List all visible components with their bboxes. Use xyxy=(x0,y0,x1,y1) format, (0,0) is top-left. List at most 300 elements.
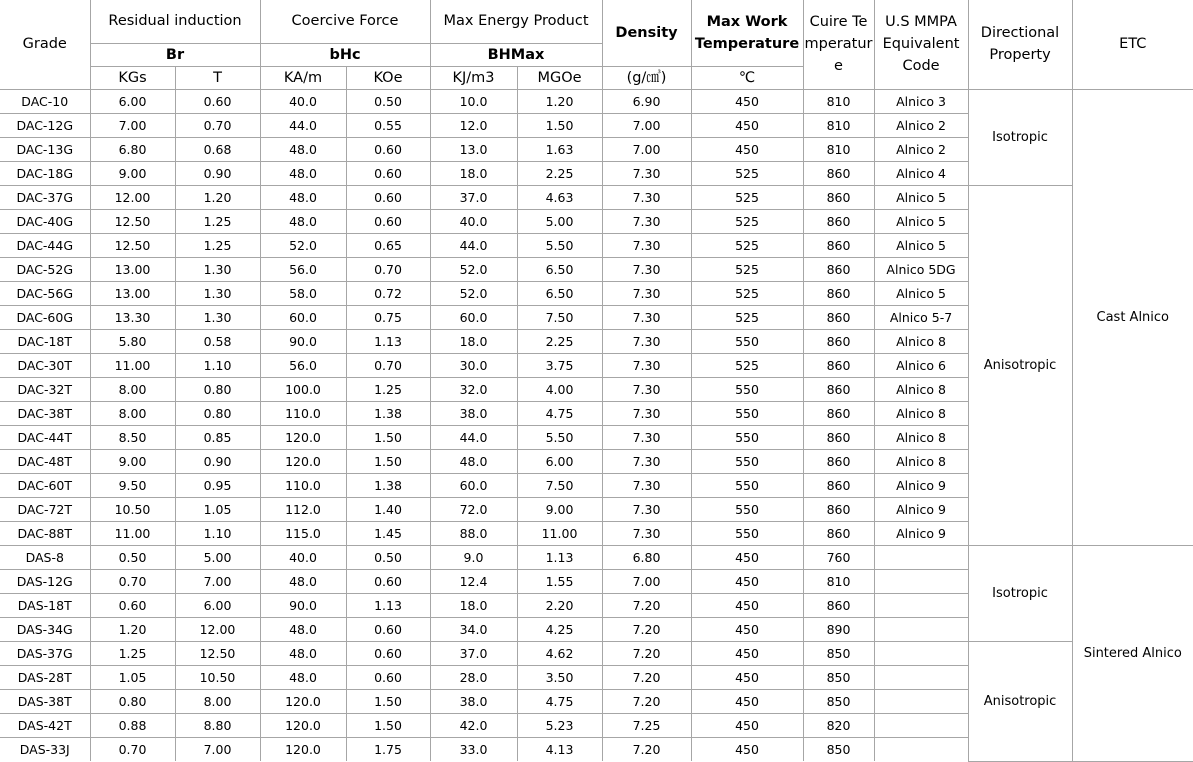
header-grade: Grade xyxy=(0,0,90,89)
br-t-cell: 1.25 xyxy=(175,233,260,257)
unit-celsius: ℃ xyxy=(691,66,803,89)
density-cell: 6.90 xyxy=(602,89,691,113)
bhc-koe-cell: 0.70 xyxy=(346,353,430,377)
density-cell: 7.30 xyxy=(602,521,691,545)
bhc-kam-cell: 48.0 xyxy=(260,617,346,641)
header-coercive-force: Coercive Force xyxy=(260,0,430,43)
bhc-koe-cell: 1.50 xyxy=(346,449,430,473)
max-work-temp-cell: 450 xyxy=(691,545,803,569)
max-work-temp-cell: 550 xyxy=(691,401,803,425)
bhmax-mgoe-cell: 1.13 xyxy=(517,545,602,569)
bhmax-mgoe-cell: 2.25 xyxy=(517,161,602,185)
bhmax-kjm3-cell: 88.0 xyxy=(430,521,517,545)
bhc-koe-cell: 0.72 xyxy=(346,281,430,305)
bhc-koe-cell: 0.60 xyxy=(346,569,430,593)
grade-cell: DAC-13G xyxy=(0,137,90,161)
bhmax-mgoe-cell: 1.20 xyxy=(517,89,602,113)
bhc-koe-cell: 0.50 xyxy=(346,89,430,113)
br-kgs-cell: 13.00 xyxy=(90,281,175,305)
bhc-koe-cell: 0.60 xyxy=(346,665,430,689)
mmpa-code-cell: Alnico 5 xyxy=(874,281,968,305)
density-cell: 7.30 xyxy=(602,257,691,281)
bhc-kam-cell: 100.0 xyxy=(260,377,346,401)
bhmax-mgoe-cell: 5.50 xyxy=(517,425,602,449)
bhmax-kjm3-cell: 12.0 xyxy=(430,113,517,137)
max-work-temp-cell: 450 xyxy=(691,569,803,593)
header-mmpa-code: U.S MMPA Equivalent Code xyxy=(874,0,968,89)
density-cell: 7.30 xyxy=(602,233,691,257)
bhmax-kjm3-cell: 30.0 xyxy=(430,353,517,377)
bhmax-mgoe-cell: 7.50 xyxy=(517,305,602,329)
bhmax-kjm3-cell: 34.0 xyxy=(430,617,517,641)
mmpa-code-cell xyxy=(874,617,968,641)
bhmax-kjm3-cell: 60.0 xyxy=(430,305,517,329)
cuire-temp-cell: 760 xyxy=(803,545,874,569)
bhmax-mgoe-cell: 4.63 xyxy=(517,185,602,209)
density-cell: 7.25 xyxy=(602,713,691,737)
br-t-cell: 0.85 xyxy=(175,425,260,449)
br-t-cell: 1.10 xyxy=(175,353,260,377)
max-work-temp-cell: 550 xyxy=(691,449,803,473)
grade-cell: DAC-72T xyxy=(0,497,90,521)
br-kgs-cell: 6.00 xyxy=(90,89,175,113)
bhmax-mgoe-cell: 3.75 xyxy=(517,353,602,377)
cuire-temp-cell: 860 xyxy=(803,593,874,617)
density-cell: 7.20 xyxy=(602,617,691,641)
density-cell: 7.30 xyxy=(602,161,691,185)
br-kgs-cell: 12.50 xyxy=(90,209,175,233)
bhmax-kjm3-cell: 37.0 xyxy=(430,641,517,665)
br-t-cell: 1.20 xyxy=(175,185,260,209)
unit-mgoe: MGOe xyxy=(517,66,602,89)
bhc-koe-cell: 1.25 xyxy=(346,377,430,401)
grade-cell: DAS-42T xyxy=(0,713,90,737)
bhc-kam-cell: 56.0 xyxy=(260,257,346,281)
bhc-koe-cell: 1.38 xyxy=(346,401,430,425)
density-cell: 7.20 xyxy=(602,641,691,665)
grade-cell: DAC-44T xyxy=(0,425,90,449)
br-kgs-cell: 1.20 xyxy=(90,617,175,641)
cuire-temp-cell: 890 xyxy=(803,617,874,641)
bhmax-mgoe-cell: 5.23 xyxy=(517,713,602,737)
cuire-temp-cell: 860 xyxy=(803,305,874,329)
mmpa-code-cell: Alnico 8 xyxy=(874,377,968,401)
cuire-temp-cell: 850 xyxy=(803,641,874,665)
max-work-temp-cell: 450 xyxy=(691,89,803,113)
density-cell: 7.30 xyxy=(602,353,691,377)
mmpa-code-cell xyxy=(874,545,968,569)
cuire-temp-cell: 860 xyxy=(803,401,874,425)
mmpa-code-cell: Alnico 9 xyxy=(874,521,968,545)
mmpa-code-cell: Alnico 8 xyxy=(874,401,968,425)
mmpa-code-cell: Alnico 9 xyxy=(874,497,968,521)
br-kgs-cell: 0.80 xyxy=(90,689,175,713)
cuire-temp-cell: 810 xyxy=(803,89,874,113)
bhc-kam-cell: 56.0 xyxy=(260,353,346,377)
grade-cell: DAC-56G xyxy=(0,281,90,305)
br-kgs-cell: 0.50 xyxy=(90,545,175,569)
grade-cell: DAS-8 xyxy=(0,545,90,569)
mmpa-code-cell: Alnico 2 xyxy=(874,113,968,137)
grade-cell: DAC-12G xyxy=(0,113,90,137)
mmpa-code-cell: Alnico 4 xyxy=(874,161,968,185)
br-kgs-cell: 10.50 xyxy=(90,497,175,521)
bhmax-mgoe-cell: 5.00 xyxy=(517,209,602,233)
bhmax-mgoe-cell: 1.55 xyxy=(517,569,602,593)
cuire-temp-cell: 820 xyxy=(803,713,874,737)
max-work-temp-cell: 450 xyxy=(691,593,803,617)
br-t-cell: 1.05 xyxy=(175,497,260,521)
cuire-temp-cell: 810 xyxy=(803,569,874,593)
br-kgs-cell: 8.00 xyxy=(90,377,175,401)
mmpa-code-cell: Alnico 8 xyxy=(874,329,968,353)
br-t-cell: 7.00 xyxy=(175,737,260,761)
bhc-koe-cell: 1.13 xyxy=(346,329,430,353)
table-row xyxy=(0,89,1193,113)
mmpa-code-cell: Alnico 8 xyxy=(874,425,968,449)
table-body xyxy=(0,89,1193,761)
bhc-kam-cell: 48.0 xyxy=(260,185,346,209)
bhc-kam-cell: 48.0 xyxy=(260,137,346,161)
cuire-temp-cell: 810 xyxy=(803,137,874,161)
bhc-koe-cell: 0.60 xyxy=(346,209,430,233)
bhc-koe-cell: 0.60 xyxy=(346,161,430,185)
header-etc: ETC xyxy=(1072,0,1193,89)
header-bhmax-symbol: BHMax xyxy=(430,43,602,66)
br-kgs-cell: 0.60 xyxy=(90,593,175,617)
mmpa-code-cell: Alnico 5-7 xyxy=(874,305,968,329)
bhc-koe-cell: 1.50 xyxy=(346,689,430,713)
max-work-temp-cell: 450 xyxy=(691,737,803,761)
bhc-kam-cell: 52.0 xyxy=(260,233,346,257)
br-kgs-cell: 11.00 xyxy=(90,353,175,377)
grade-cell: DAC-60G xyxy=(0,305,90,329)
cuire-temp-cell: 860 xyxy=(803,161,874,185)
bhc-kam-cell: 120.0 xyxy=(260,737,346,761)
max-work-temp-cell: 525 xyxy=(691,305,803,329)
br-kgs-cell: 6.80 xyxy=(90,137,175,161)
max-work-temp-cell: 450 xyxy=(691,617,803,641)
directional-isotropic-cast: Isotropic xyxy=(968,89,1072,185)
bhc-koe-cell: 1.40 xyxy=(346,497,430,521)
density-cell: 7.20 xyxy=(602,665,691,689)
grade-cell: DAC-37G xyxy=(0,185,90,209)
bhc-koe-cell: 1.45 xyxy=(346,521,430,545)
bhc-koe-cell: 0.65 xyxy=(346,233,430,257)
mmpa-code-cell: Alnico 5 xyxy=(874,233,968,257)
br-kgs-cell: 9.00 xyxy=(90,449,175,473)
bhmax-kjm3-cell: 60.0 xyxy=(430,473,517,497)
bhc-kam-cell: 60.0 xyxy=(260,305,346,329)
grade-cell: DAC-18T xyxy=(0,329,90,353)
table-header xyxy=(0,0,1193,89)
bhc-koe-cell: 1.75 xyxy=(346,737,430,761)
density-cell: 7.30 xyxy=(602,401,691,425)
max-work-temp-cell: 525 xyxy=(691,209,803,233)
br-kgs-cell: 9.00 xyxy=(90,161,175,185)
br-kgs-cell: 11.00 xyxy=(90,521,175,545)
cuire-temp-cell: 850 xyxy=(803,689,874,713)
cuire-temp-cell: 850 xyxy=(803,665,874,689)
cuire-temp-cell: 860 xyxy=(803,353,874,377)
cuire-temp-cell: 860 xyxy=(803,185,874,209)
cuire-temp-cell: 850 xyxy=(803,737,874,761)
bhc-kam-cell: 90.0 xyxy=(260,329,346,353)
mmpa-code-cell xyxy=(874,641,968,665)
density-cell: 7.00 xyxy=(602,569,691,593)
max-work-temp-cell: 450 xyxy=(691,641,803,665)
directional-anisotropic-cast: Anisotropic xyxy=(968,185,1072,545)
grade-cell: DAC-88T xyxy=(0,521,90,545)
max-work-temp-cell: 525 xyxy=(691,161,803,185)
unit-density: (g/㎤) xyxy=(602,66,691,89)
bhc-koe-cell: 0.75 xyxy=(346,305,430,329)
bhc-koe-cell: 0.70 xyxy=(346,257,430,281)
br-kgs-cell: 13.00 xyxy=(90,257,175,281)
bhmax-mgoe-cell: 4.13 xyxy=(517,737,602,761)
br-kgs-cell: 13.30 xyxy=(90,305,175,329)
grade-cell: DAS-34G xyxy=(0,617,90,641)
bhmax-mgoe-cell: 3.50 xyxy=(517,665,602,689)
bhc-kam-cell: 120.0 xyxy=(260,713,346,737)
mmpa-code-cell xyxy=(874,713,968,737)
bhmax-kjm3-cell: 18.0 xyxy=(430,161,517,185)
br-kgs-cell: 8.50 xyxy=(90,425,175,449)
bhmax-mgoe-cell: 6.50 xyxy=(517,257,602,281)
mmpa-code-cell xyxy=(874,737,968,761)
bhc-kam-cell: 40.0 xyxy=(260,89,346,113)
bhmax-kjm3-cell: 12.4 xyxy=(430,569,517,593)
cuire-temp-cell: 860 xyxy=(803,329,874,353)
cuire-temp-cell: 860 xyxy=(803,449,874,473)
bhmax-mgoe-cell: 1.50 xyxy=(517,113,602,137)
br-kgs-cell: 0.88 xyxy=(90,713,175,737)
bhmax-mgoe-cell: 2.20 xyxy=(517,593,602,617)
bhmax-kjm3-cell: 52.0 xyxy=(430,257,517,281)
br-t-cell: 1.10 xyxy=(175,521,260,545)
density-cell: 7.30 xyxy=(602,185,691,209)
bhmax-kjm3-cell: 44.0 xyxy=(430,233,517,257)
bhc-kam-cell: 120.0 xyxy=(260,689,346,713)
bhc-koe-cell: 0.50 xyxy=(346,545,430,569)
grade-cell: DAC-40G xyxy=(0,209,90,233)
bhc-kam-cell: 48.0 xyxy=(260,569,346,593)
max-work-temp-cell: 525 xyxy=(691,233,803,257)
max-work-temp-cell: 550 xyxy=(691,329,803,353)
br-t-cell: 0.60 xyxy=(175,89,260,113)
density-cell: 7.30 xyxy=(602,449,691,473)
bhmax-mgoe-cell: 6.00 xyxy=(517,449,602,473)
br-t-cell: 6.00 xyxy=(175,593,260,617)
grade-cell: DAC-52G xyxy=(0,257,90,281)
bhc-kam-cell: 40.0 xyxy=(260,545,346,569)
bhmax-mgoe-cell: 7.50 xyxy=(517,473,602,497)
grade-cell: DAS-18T xyxy=(0,593,90,617)
mmpa-code-cell: Alnico 5 xyxy=(874,209,968,233)
mmpa-code-cell: Alnico 9 xyxy=(874,473,968,497)
bhmax-kjm3-cell: 44.0 xyxy=(430,425,517,449)
bhmax-mgoe-cell: 9.00 xyxy=(517,497,602,521)
bhmax-kjm3-cell: 28.0 xyxy=(430,665,517,689)
bhc-kam-cell: 110.0 xyxy=(260,473,346,497)
cuire-temp-cell: 860 xyxy=(803,425,874,449)
density-cell: 7.30 xyxy=(602,497,691,521)
bhc-kam-cell: 120.0 xyxy=(260,449,346,473)
bhmax-kjm3-cell: 48.0 xyxy=(430,449,517,473)
header-br-symbol: Br xyxy=(90,43,260,66)
density-cell: 7.30 xyxy=(602,209,691,233)
br-kgs-cell: 12.00 xyxy=(90,185,175,209)
mmpa-code-cell xyxy=(874,689,968,713)
br-t-cell: 12.50 xyxy=(175,641,260,665)
br-kgs-cell: 0.70 xyxy=(90,569,175,593)
max-work-temp-cell: 450 xyxy=(691,113,803,137)
table-row xyxy=(0,185,1193,209)
max-work-temp-cell: 525 xyxy=(691,185,803,209)
bhmax-kjm3-cell: 32.0 xyxy=(430,377,517,401)
bhc-koe-cell: 0.60 xyxy=(346,185,430,209)
max-work-temp-cell: 450 xyxy=(691,713,803,737)
cuire-temp-cell: 860 xyxy=(803,521,874,545)
bhc-koe-cell: 1.50 xyxy=(346,713,430,737)
cuire-temp-cell: 860 xyxy=(803,233,874,257)
cuire-temp-cell: 860 xyxy=(803,257,874,281)
mmpa-code-cell xyxy=(874,665,968,689)
header-bhc-symbol: bHc xyxy=(260,43,430,66)
density-cell: 7.30 xyxy=(602,473,691,497)
max-work-temp-cell: 525 xyxy=(691,281,803,305)
header-cuire-temperature: Cuire Temperature xyxy=(803,0,874,89)
max-work-temp-cell: 525 xyxy=(691,257,803,281)
bhmax-mgoe-cell: 4.25 xyxy=(517,617,602,641)
bhc-kam-cell: 120.0 xyxy=(260,425,346,449)
br-kgs-cell: 0.70 xyxy=(90,737,175,761)
br-t-cell: 7.00 xyxy=(175,569,260,593)
bhmax-kjm3-cell: 33.0 xyxy=(430,737,517,761)
bhmax-mgoe-cell: 4.75 xyxy=(517,401,602,425)
cuire-temp-cell: 860 xyxy=(803,473,874,497)
cuire-temp-cell: 860 xyxy=(803,377,874,401)
unit-kj-per-m3: KJ/m3 xyxy=(430,66,517,89)
br-t-cell: 0.58 xyxy=(175,329,260,353)
mmpa-code-cell: Alnico 8 xyxy=(874,449,968,473)
br-t-cell: 8.80 xyxy=(175,713,260,737)
bhc-koe-cell: 1.38 xyxy=(346,473,430,497)
max-work-temp-cell: 550 xyxy=(691,425,803,449)
bhmax-mgoe-cell: 2.25 xyxy=(517,329,602,353)
header-residual-induction: Residual induction xyxy=(90,0,260,43)
br-t-cell: 8.00 xyxy=(175,689,260,713)
table-row xyxy=(0,545,1193,569)
bhmax-kjm3-cell: 10.0 xyxy=(430,89,517,113)
br-t-cell: 5.00 xyxy=(175,545,260,569)
header-directional-property: Directional Property xyxy=(968,0,1072,89)
density-cell: 7.30 xyxy=(602,281,691,305)
directional-isotropic-sintered: Isotropic xyxy=(968,545,1072,641)
bhmax-mgoe-cell: 4.75 xyxy=(517,689,602,713)
bhc-kam-cell: 112.0 xyxy=(260,497,346,521)
br-t-cell: 0.90 xyxy=(175,449,260,473)
bhc-koe-cell: 0.60 xyxy=(346,641,430,665)
br-kgs-cell: 1.25 xyxy=(90,641,175,665)
bhc-koe-cell: 0.55 xyxy=(346,113,430,137)
br-t-cell: 1.25 xyxy=(175,209,260,233)
br-t-cell: 12.00 xyxy=(175,617,260,641)
unit-kgs: KGs xyxy=(90,66,175,89)
br-kgs-cell: 8.00 xyxy=(90,401,175,425)
grade-cell: DAC-32T xyxy=(0,377,90,401)
bhc-koe-cell: 1.50 xyxy=(346,425,430,449)
bhc-koe-cell: 0.60 xyxy=(346,137,430,161)
bhc-kam-cell: 58.0 xyxy=(260,281,346,305)
density-cell: 7.00 xyxy=(602,113,691,137)
br-t-cell: 0.70 xyxy=(175,113,260,137)
grade-cell: DAC-30T xyxy=(0,353,90,377)
bhc-kam-cell: 90.0 xyxy=(260,593,346,617)
bhmax-kjm3-cell: 52.0 xyxy=(430,281,517,305)
cuire-temp-cell: 860 xyxy=(803,497,874,521)
grade-cell: DAC-18G xyxy=(0,161,90,185)
max-work-temp-cell: 550 xyxy=(691,473,803,497)
density-cell: 7.00 xyxy=(602,137,691,161)
grade-cell: DAS-33J xyxy=(0,737,90,761)
br-kgs-cell: 9.50 xyxy=(90,473,175,497)
mmpa-code-cell xyxy=(874,593,968,617)
cuire-temp-cell: 860 xyxy=(803,281,874,305)
bhmax-mgoe-cell: 11.00 xyxy=(517,521,602,545)
grade-cell: DAS-38T xyxy=(0,689,90,713)
density-cell: 7.30 xyxy=(602,425,691,449)
unit-tesla: T xyxy=(175,66,260,89)
max-work-temp-cell: 450 xyxy=(691,689,803,713)
etc-cast-alnico: Cast Alnico xyxy=(1072,89,1193,545)
bhmax-kjm3-cell: 38.0 xyxy=(430,401,517,425)
grade-cell: DAS-12G xyxy=(0,569,90,593)
bhmax-kjm3-cell: 37.0 xyxy=(430,185,517,209)
br-t-cell: 10.50 xyxy=(175,665,260,689)
max-work-temp-cell: 550 xyxy=(691,521,803,545)
br-t-cell: 0.80 xyxy=(175,377,260,401)
br-kgs-cell: 7.00 xyxy=(90,113,175,137)
max-work-temp-cell: 450 xyxy=(691,665,803,689)
bhmax-kjm3-cell: 42.0 xyxy=(430,713,517,737)
bhmax-kjm3-cell: 18.0 xyxy=(430,593,517,617)
mmpa-code-cell: Alnico 6 xyxy=(874,353,968,377)
bhc-kam-cell: 48.0 xyxy=(260,641,346,665)
grade-cell: DAC-38T xyxy=(0,401,90,425)
max-work-temp-cell: 450 xyxy=(691,137,803,161)
mmpa-code-cell: Alnico 3 xyxy=(874,89,968,113)
grade-cell: DAS-37G xyxy=(0,641,90,665)
br-t-cell: 0.95 xyxy=(175,473,260,497)
br-t-cell: 1.30 xyxy=(175,257,260,281)
bhmax-mgoe-cell: 1.63 xyxy=(517,137,602,161)
bhmax-kjm3-cell: 40.0 xyxy=(430,209,517,233)
mmpa-code-cell xyxy=(874,569,968,593)
bhc-koe-cell: 0.60 xyxy=(346,617,430,641)
density-cell: 7.30 xyxy=(602,329,691,353)
max-work-temp-cell: 525 xyxy=(691,353,803,377)
directional-anisotropic-sintered: Anisotropic xyxy=(968,641,1072,761)
unit-ka-per-m: KA/m xyxy=(260,66,346,89)
bhmax-mgoe-cell: 4.62 xyxy=(517,641,602,665)
br-t-cell: 0.68 xyxy=(175,137,260,161)
density-cell: 7.20 xyxy=(602,593,691,617)
grade-cell: DAC-10 xyxy=(0,89,90,113)
density-cell: 7.30 xyxy=(602,305,691,329)
density-cell: 7.30 xyxy=(602,377,691,401)
mmpa-code-cell: Alnico 5 xyxy=(874,185,968,209)
